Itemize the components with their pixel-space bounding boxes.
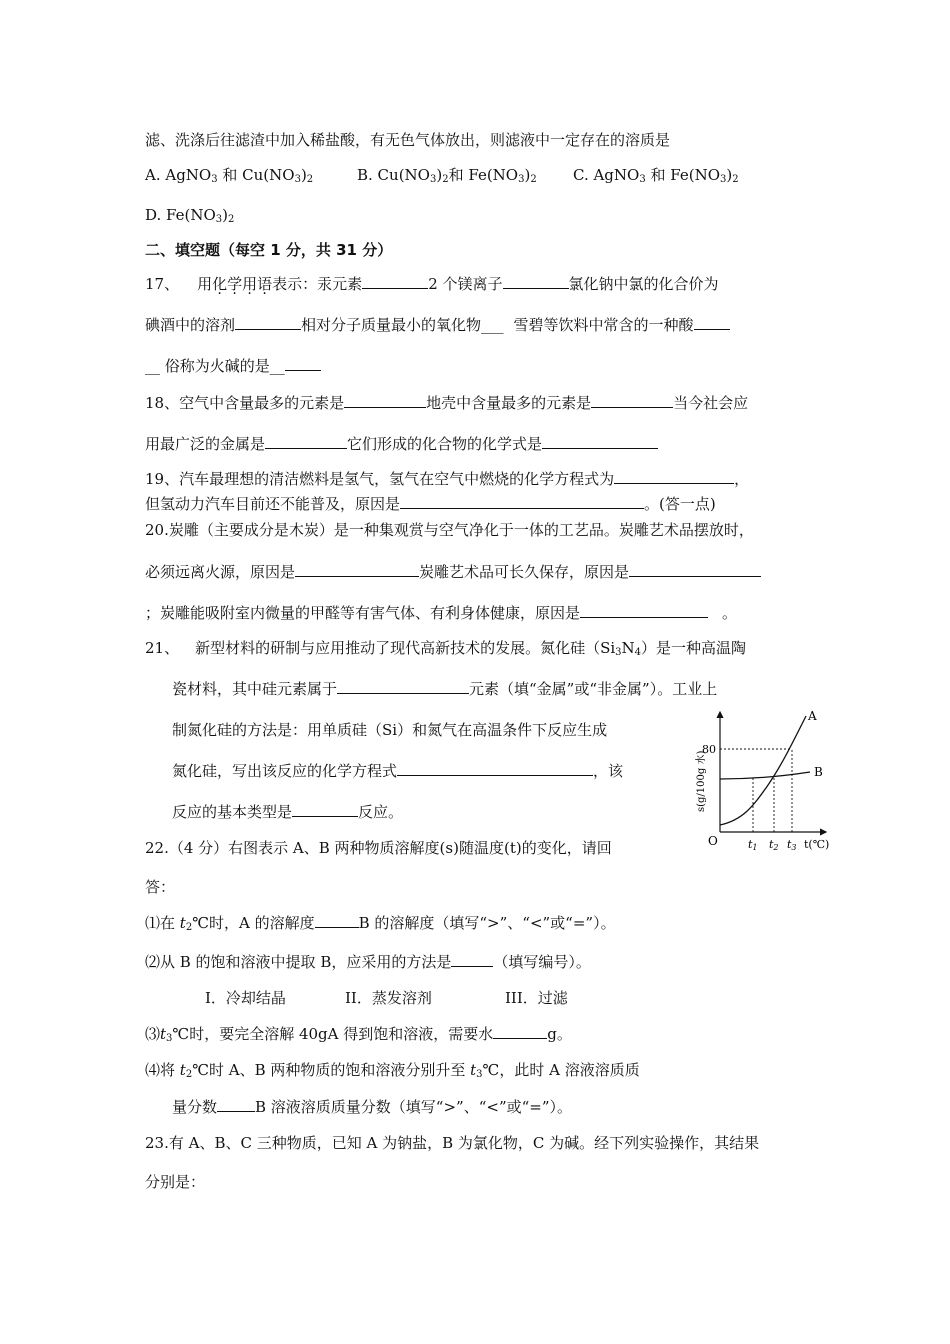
q22-part-2: ⑵从 B 的饱和溶液中提取 B，应采用的方法是 （填写编号）。 — [145, 953, 591, 971]
answer-blank[interactable] — [217, 1097, 255, 1112]
curve-b — [720, 772, 810, 779]
q17-line-1: 17、 用化学用语表示：汞元素 2 个镁离子 氯化钠中氯的化合价为 — [145, 275, 719, 293]
tick-t3: t3 — [787, 838, 797, 852]
q20-line-2: 必须远离火源，原因是 炭雕艺术品可长久保存，原因是 — [145, 562, 761, 582]
q22-methods — [205, 988, 568, 1008]
curve-b-label: B — [814, 765, 823, 779]
tick-t2: t2 — [769, 838, 779, 852]
x-axis-label: t(℃) — [804, 838, 830, 851]
q22-part-3: $⑶t_3℃$时，要完全溶解 40gA 得到饱和溶液，需要水 g。 — [145, 1025, 572, 1044]
q19-line-1: 19、汽车最理想的清洁燃料是氢气，氢气在空气中燃烧的化学方程式为 ， — [145, 470, 750, 488]
q16-line: 滤、洗涤后往滤渣中加入稀盐酸，有无色气体放出，则滤液中一定存在的溶质是 — [145, 131, 671, 149]
answer-blank[interactable] — [265, 434, 347, 449]
answer-blank[interactable] — [503, 274, 569, 289]
q21-line-1: 21、 新型材料的研制与应用推动了现代高新技术的发展。氮化硅$(Si_3N_4)$是一种高温陶 — [145, 639, 747, 658]
q22-line-1: 22.（4 分）右图表示 A、B 两种物质溶解度(s)随温度(t)的变化，请回 — [145, 839, 612, 857]
method-2: II．蒸发溶剂 — [345, 989, 432, 1007]
answer-blank[interactable] — [235, 315, 301, 330]
answer-blank[interactable] — [542, 434, 658, 449]
method-3: III．过滤 — [505, 989, 568, 1007]
label-80: 80 — [702, 743, 716, 756]
answer-blank[interactable] — [295, 562, 419, 577]
option-c: C. AgNO$_3$ 和 $Fe(NO_3)_2$ — [573, 166, 739, 185]
option-a: A. AgNO$_3$ 和 $Cu(NO_3)_2$ — [145, 166, 314, 185]
solubility-graph — [688, 708, 838, 858]
q20-line-1: 20.炭雕（主要成分是木炭）是一种集观赏与空气净化于一体的工艺品。炭雕艺术品摆放时， — [145, 521, 754, 539]
q17-line-3: __ 俗称为火碱的是__ — [145, 356, 321, 376]
answer-blank[interactable] — [493, 1024, 547, 1039]
answer-blank[interactable] — [397, 761, 593, 776]
q22-part-4: ⑷将 $t_2℃$时 A、B 两种物质的饱和溶液分别升至 $t_3℃$，此时 A 溶液溶质质 — [145, 1061, 640, 1080]
q18-line-1: 18、空气中含量最多的元素是 地壳中含量最多的元素是 当今社会应 — [145, 394, 749, 412]
q17-line-2: 碘酒中的溶剂 相对分子质量最小的氧化物___ 雪碧等饮料中常含的一种酸 — [145, 315, 730, 335]
q19-line-2: 但氢动力汽车目前还不能普及，原因是 。(答一点) — [145, 495, 716, 513]
q21-line-4: 氮化硅，写出该反应的化学方程式 ，该 — [172, 762, 624, 780]
tick-t1: t1 — [748, 838, 758, 852]
answer-blank[interactable] — [362, 274, 428, 289]
answer-blank[interactable] — [292, 802, 358, 817]
answer-blank[interactable] — [451, 952, 493, 967]
answer-blank[interactable] — [694, 315, 730, 330]
answer-blank[interactable] — [285, 356, 321, 371]
answer-blank[interactable] — [580, 603, 708, 618]
section-title: 二、填空题（每空 1 分，共 31 分） — [145, 241, 393, 259]
q21-line-5: 反应的基本类型是 反应。 — [172, 803, 404, 821]
answer-blank[interactable] — [315, 913, 359, 928]
y-axis-label: s(g/100g 水) — [696, 750, 707, 812]
q21-line-2: 瓷材料，其中硅元素属于 元素（填“金属”或“非金属”）。工业上 — [172, 680, 718, 698]
q21-line-3: 制氮化硅的方法是：用单质硅（Si）和氮气在高温条件下反应生成 — [172, 721, 608, 739]
method-1: I．冷却结晶 — [205, 989, 286, 1007]
curve-a-label: A — [808, 709, 817, 723]
option-d: D. $Fe(NO_3)_2$ — [145, 206, 235, 225]
q22-line-2: 答： — [145, 878, 176, 896]
answer-blank[interactable] — [614, 469, 734, 484]
answer-blank[interactable] — [400, 494, 644, 509]
q23-line-1: 23.有 A、B、C 三种物质，已知 A 为钠盐，B 为氯化物，C 为碱。经下列实验操作，其结果 — [145, 1134, 760, 1152]
option-b: B. $Cu(NO_3)_2$和 $Fe(NO_3)_2$ — [357, 166, 537, 185]
q18-line-2: 用最广泛的金属是 它们形成的化合物的化学式是 — [145, 434, 658, 454]
answer-blank[interactable] — [337, 679, 469, 694]
q20-line-3: ；炭雕能吸附室内微量的甲醛等有害气体、有利身体健康，原因是 。 — [145, 604, 738, 622]
curve-a — [720, 716, 806, 825]
answer-blank[interactable] — [629, 562, 761, 577]
answer-blank[interactable] — [344, 393, 426, 408]
q23-line-2: 分别是： — [145, 1173, 206, 1191]
q22-part-1: ⑴在 $t_2℃$时，A 的溶解度 B 的溶解度（填写“>”、“<”或“=”）。 — [145, 914, 616, 933]
answer-blank[interactable] — [591, 393, 673, 408]
q22-part-4-cont: 量分数 B 溶液溶质质量分数（填写“>”、“<”或“=”）。 — [172, 1098, 573, 1116]
q16-options — [145, 165, 739, 190]
origin-label: O — [708, 834, 718, 848]
